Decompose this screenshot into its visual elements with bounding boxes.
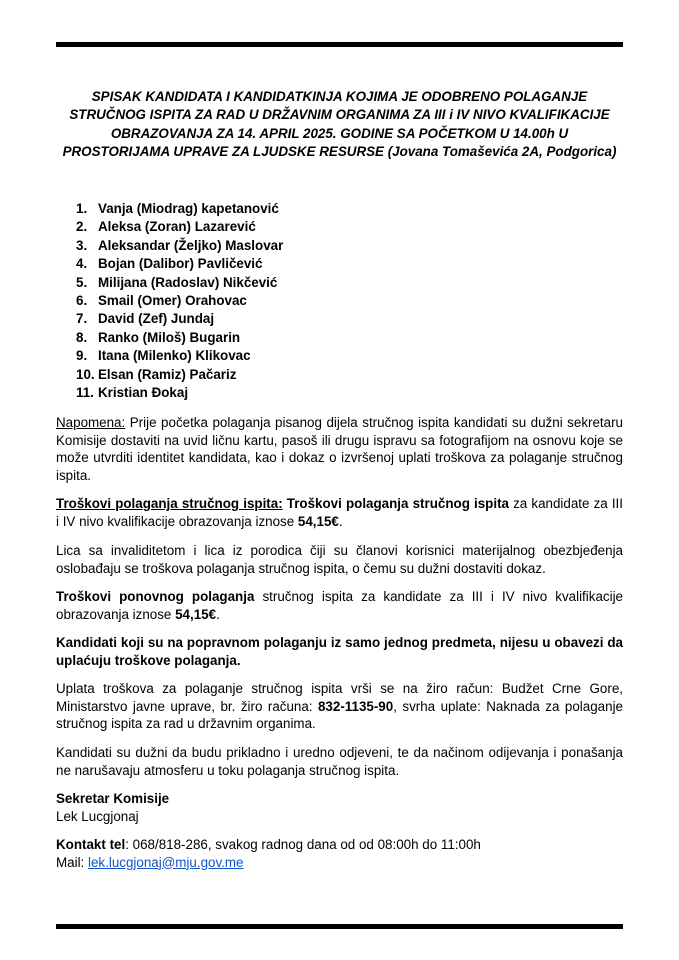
list-number: 11. <box>76 385 94 401</box>
list-number: 2. <box>76 219 88 235</box>
list-item <box>76 310 283 328</box>
napomena-paragraph <box>56 414 623 484</box>
ponovno-end: . <box>216 606 220 622</box>
list-item <box>76 218 283 236</box>
troskovi-bold-lead: Troškovi polaganja stručnog ispita <box>282 496 509 511</box>
list-item <box>76 237 283 255</box>
candidate-name: Vanja (Miodrag) kapetanović <box>98 201 279 216</box>
odjeca-paragraph: Kandidati su dužni da budu prikladno i uredno odjeveni, te da načinom odijevanja i ponašanja ne narušavaju atmosferu u toku polaganja stručnog ispita. <box>56 745 623 778</box>
napomena-label: Napomena: <box>56 415 126 430</box>
troskovi-amount: 54,15€ <box>297 513 339 529</box>
list-number: 4. <box>76 256 88 272</box>
account-number: 832-1135-90 <box>317 698 394 714</box>
candidate-name: David (Zef) Jundaj <box>98 311 215 327</box>
list-item <box>76 347 283 365</box>
candidate-name: Aleksa (Zoran) Lazarević <box>98 219 256 235</box>
contact-tel-label: Kontakt tel <box>56 837 126 852</box>
signature-role: Sekretar Komisije <box>56 791 170 806</box>
candidate-name: Kristian Đokaj <box>98 385 189 401</box>
list-item <box>76 366 283 384</box>
list-item <box>76 274 283 292</box>
list-item <box>76 329 283 347</box>
candidate-name: Aleksandar (Željko) Maslovar <box>98 237 284 253</box>
signature-block <box>56 790 623 825</box>
troskovi-end: . <box>338 513 343 529</box>
list-item <box>76 200 283 218</box>
contact-block <box>56 836 623 871</box>
list-number: 6. <box>76 293 88 309</box>
candidate-name: Ranko (Miloš) Bugarin <box>98 329 241 345</box>
candidate-list <box>76 200 283 402</box>
list-number: 9. <box>76 348 88 364</box>
list-number: 1. <box>76 201 88 216</box>
candidate-name: Elsan (Ramiz) Pačariz <box>98 366 237 382</box>
list-number: 10. <box>76 366 95 382</box>
document-title: SPISAK KANDIDATA I KANDIDATKINJA KOJIMA JE ODOBRENO POLAGANJE STRUČNOG ISPITA ZA RAD U DRŽAVNIM ORGANIMA ZA III i IV NIVO KVALIFIKACIJE OBRAZOVANJA ZA 14. APRIL 2025. GODINE SA POČETKOM U 14.00h U PROSTORIJAMA UPRAVE ZA LJUDSKE RESURSE (Jovana Tomaševića 2A, Podgorica) <box>62 89 617 160</box>
troskovi-text: za kandidate za III i IV nivo kvalifikacije obrazovanja iznose <box>56 496 623 529</box>
troskovi-paragraph <box>56 495 623 530</box>
candidate-name: Milijana (Radoslav) Nikčević <box>98 274 278 290</box>
list-number: 7. <box>76 311 88 327</box>
invaliditet-paragraph: Lica sa invaliditetom i lica iz porodica čiji su članovi korisnici materijalnog obezbjeđenja oslobađaju se troškova polaganja stručnog ispita, o čemu su dužni dostaviti dokaz. <box>56 543 623 576</box>
candidate-name: Bojan (Dalibor) Pavličević <box>98 256 263 272</box>
list-item <box>76 384 283 402</box>
popravni-paragraph: Kandidati koji su na popravnom polaganju iz samo jednog predmeta, nijesu u obavezi da uplaćuju troškove polaganja. <box>56 635 623 668</box>
ponovno-text: stručnog ispita za kandidate za III i IV nivo kvalifikacije obrazovanja iznose <box>56 589 623 622</box>
list-item <box>76 292 283 310</box>
signature-name: Lek Lucgjonaj <box>56 808 139 824</box>
top-rule <box>56 42 623 47</box>
list-number: 8. <box>76 329 88 345</box>
uplata-text-1: Uplata troškova za polaganje stručnog ispita vrši se na žiro račun: Budžet Crne Gore, Ministarstvo javne uprave, br. žiro računa: <box>56 681 623 714</box>
email-link[interactable]: lek.lucgjonaj@mju.gov.me <box>88 854 244 870</box>
ponovno-paragraph <box>56 588 623 623</box>
uplata-paragraph <box>56 680 623 733</box>
contact-mail-label: Mail: <box>56 854 88 870</box>
list-number: 5. <box>76 274 88 290</box>
ponovno-bold-lead: Troškovi ponovnog polaganja <box>56 589 255 604</box>
troskovi-label: Troškovi polaganja stručnog ispita: <box>56 496 283 511</box>
ponovno-amount: 54,15€ <box>175 606 217 622</box>
list-item <box>76 255 283 273</box>
candidate-name: Smail (Omer) Orahovac <box>98 293 247 309</box>
candidate-name: Itana (Milenko) Klikovac <box>98 348 251 364</box>
napomena-text: Prije početka polaganja pisanog dijela stručnog ispita kandidati su dužni sekretaru Komisije dostaviti na uvid ličnu kartu, pasoš ili drugu ispravu sa fotografijom na osnovu koje se može utvrditi identitet kandidata, kao i dokaz o izvršenoj uplati troškova za polaganje stručnog ispita. <box>56 415 623 483</box>
list-number: 3. <box>76 237 88 253</box>
uplata-text-2: , svrha uplate: Naknada za polaganje stručnog ispita za rad u državnim organima. <box>56 698 623 732</box>
bottom-rule <box>56 924 623 929</box>
contact-tel-text: : 068/818-286, svakog radnog dana od od 08:00h do 11:00h <box>125 837 481 852</box>
